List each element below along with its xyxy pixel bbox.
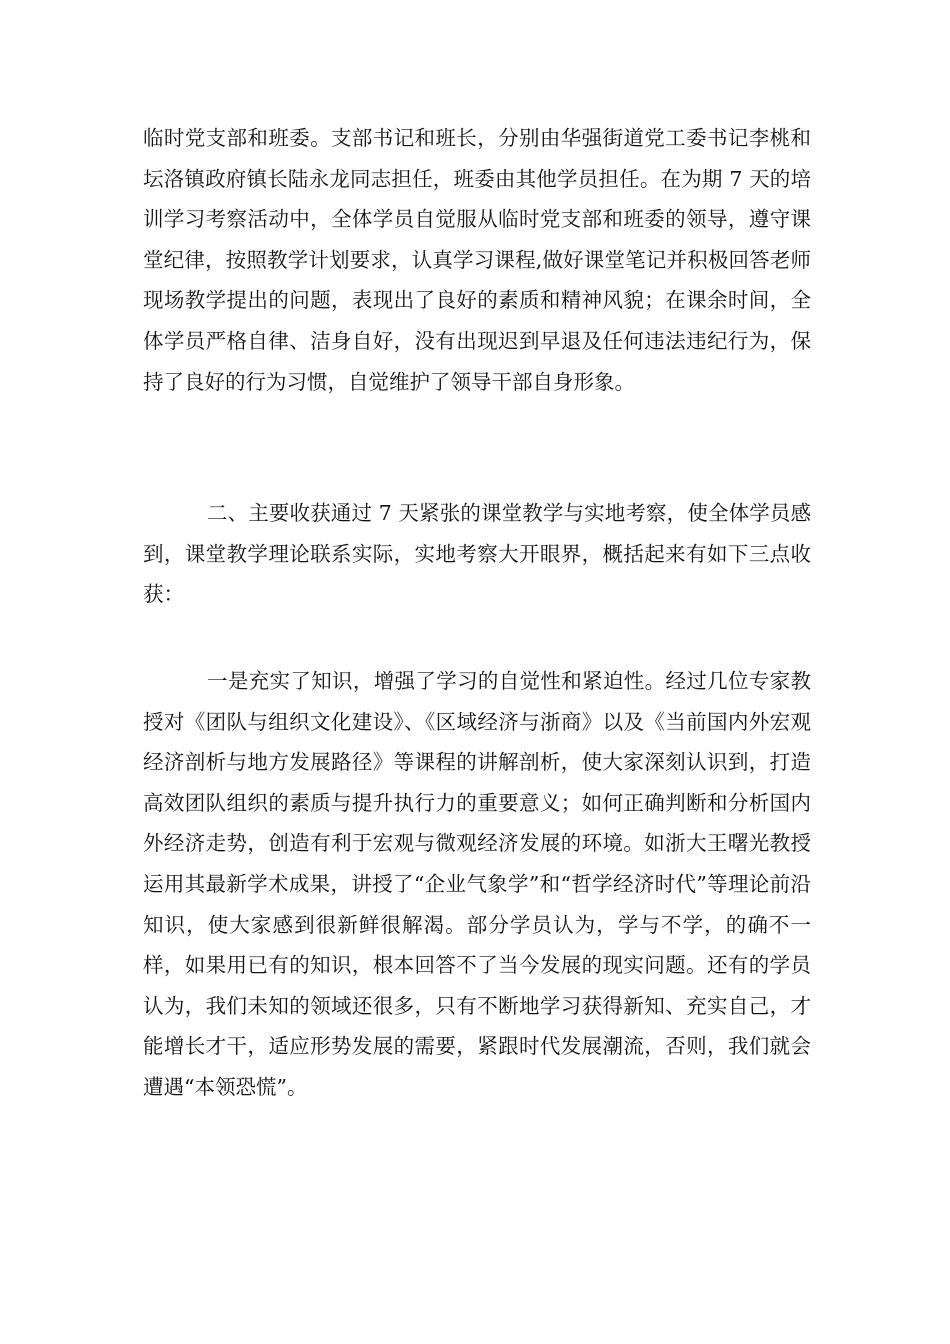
paragraph-knowledge-gain: 一是充实了知识，增强了学习的自觉性和紧迫性。经过几位专家教授对《团队与组织文化建设》、《区域经济与浙商》以及《当前国内外宏观经济剖析与地方发展路径》等课程的讲解剖析，使大家深刻认识到，打造高效团队组织的素质与提升执行力的重要意义；如何正确判断和分析国内外经济走势，创造有利于宏观与微观经济发展的环境。如浙大王曙光教授运用其最新学术成果，讲授了“企业气象学”和“哲学经济时代”等理论前沿知识，使大家感到很新鲜很解渴。部分学员认为，学与不学，的确不一样，如果用已有的知识，根本回答不了当今发展的现实问题。还有的学员认为，我们未知的领域还很多，只有不断地学习获得新知、充实自己，才能增长才干，适应形势发展的需要，紧跟时代发展潮流，否则，我们就会遭遇“本领恐慌”。 [143,669,811,1099]
paragraph-discipline: 临时党支部和班委。支部书记和班长，分别由华强街道党工委书记李桃和坛洛镇政府镇长陆永龙同志担任，班委由其他学员担任。在为期 7 天的培训学习考察活动中，全体学员自觉服从临时党支部和班委的领导，遵守课堂纪律，按照教学计划要求，认真学习课程,做好课堂笔记并积极回答老师现场教学提出的问题，表现出了良好的素质和精神风貌；在课余时间，全体学员严格自律、洁身自好，没有出现迟到早退及任何违法违纪行为，保持了良好的行为习惯，自觉维护了领导干部自身形象。 [143,126,811,394]
paragraph-main-gains: 二、主要收获通过 7 天紧张的课堂教学与实地考察，使全体学员感到，课堂教学理论联系实际，实地考察大开眼界，概括起来有如下三点收获： [143,501,811,607]
